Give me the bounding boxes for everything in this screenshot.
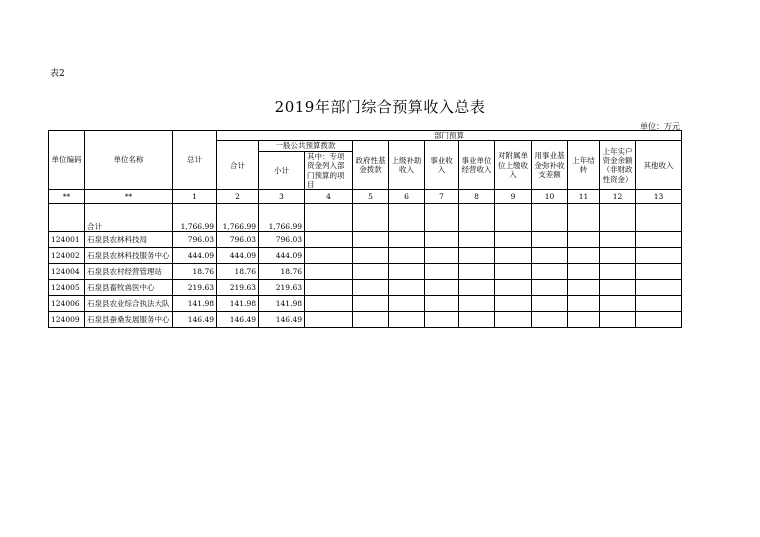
unit-sum: 141.98 (217, 296, 259, 312)
unit-subtotal: 444.09 (259, 248, 305, 264)
empty-cell (305, 264, 353, 280)
empty-cell (305, 204, 353, 232)
empty-cell (389, 280, 425, 296)
empty-cell (495, 264, 532, 280)
total-sum: 1,766.99 (217, 204, 259, 232)
empty-cell (636, 232, 682, 248)
empty-cell (532, 312, 568, 328)
empty-cell (459, 248, 495, 264)
empty-cell (636, 312, 682, 328)
empty-cell (495, 232, 532, 248)
budget-table (48, 130, 682, 328)
empty-cell (389, 296, 425, 312)
empty-cell (389, 312, 425, 328)
table-row (49, 296, 682, 312)
unit-subtotal: 18.76 (259, 264, 305, 280)
unit-total: 444.09 (173, 248, 217, 264)
unit-subtotal: 219.63 (259, 280, 305, 296)
table-row (49, 264, 682, 280)
empty-cell (495, 280, 532, 296)
unit-sum: 146.49 (217, 312, 259, 328)
table-row (49, 312, 682, 328)
empty-cell (425, 280, 459, 296)
empty-cell (305, 280, 353, 296)
empty-cell (459, 312, 495, 328)
total-row (49, 204, 682, 232)
index-cell: 2 (217, 190, 259, 204)
unit-label: 单位：万元 (640, 122, 680, 131)
empty-cell (49, 204, 85, 232)
index-cell: 11 (568, 190, 600, 204)
empty-cell (305, 232, 353, 248)
header-special: 其中：专项资金列入部门预算的项目 (305, 151, 353, 190)
empty-cell (353, 248, 389, 264)
empty-cell (532, 248, 568, 264)
index-row (49, 190, 682, 204)
empty-cell (389, 232, 425, 248)
empty-cell (425, 204, 459, 232)
unit-sum: 796.03 (217, 232, 259, 248)
empty-cell (568, 248, 600, 264)
total-value: 1,766.99 (173, 204, 217, 232)
index-cell: 8 (459, 190, 495, 204)
empty-cell (600, 312, 636, 328)
empty-cell (459, 204, 495, 232)
unit-sum: 444.09 (217, 248, 259, 264)
total-subtotal: 1,766.99 (259, 204, 305, 232)
empty-cell (600, 280, 636, 296)
unit-code: 124004 (49, 264, 85, 280)
header-carryover: 上年结转 (568, 141, 600, 190)
empty-cell (425, 264, 459, 280)
empty-cell (495, 248, 532, 264)
unit-name: 石泉县农林科技服务中心 (85, 248, 173, 264)
empty-cell (532, 296, 568, 312)
header-sum: 合计 (217, 141, 259, 190)
header-name: 单位名称 (85, 131, 173, 190)
total-label: 合计 (85, 204, 173, 232)
empty-cell (532, 280, 568, 296)
empty-cell (636, 204, 682, 232)
table-row (49, 232, 682, 248)
unit-code: 124002 (49, 248, 85, 264)
empty-cell (532, 204, 568, 232)
index-cell: 13 (636, 190, 682, 204)
header-fund-gap: 用事业基金弥补收支差额 (532, 141, 568, 190)
unit-name: 石泉县农村经营管理站 (85, 264, 173, 280)
header-general-public: 一般公共预算拨款 (259, 141, 353, 151)
unit-code: 124005 (49, 280, 85, 296)
empty-cell (305, 248, 353, 264)
empty-cell (425, 312, 459, 328)
index-cell: 3 (259, 190, 305, 204)
index-cell: 4 (305, 190, 353, 204)
empty-cell (459, 280, 495, 296)
table-label: 表2 (50, 69, 65, 79)
empty-cell (636, 248, 682, 264)
unit-total: 796.03 (173, 232, 217, 248)
empty-cell (568, 264, 600, 280)
empty-cell (459, 232, 495, 248)
unit-code: 124001 (49, 232, 85, 248)
unit-total: 146.49 (173, 312, 217, 328)
empty-cell (568, 204, 600, 232)
header-code: 单位编码 (49, 131, 85, 190)
empty-cell (425, 248, 459, 264)
empty-cell (568, 232, 600, 248)
empty-cell (600, 248, 636, 264)
index-cell: ** (85, 190, 173, 204)
header-business-income: 事业收入 (425, 141, 459, 190)
empty-cell (532, 232, 568, 248)
empty-cell (600, 296, 636, 312)
index-cell: 6 (389, 190, 425, 204)
empty-cell (568, 280, 600, 296)
empty-cell (600, 204, 636, 232)
header-subtotal: 小计 (259, 151, 305, 190)
index-cell: ** (49, 190, 85, 204)
index-cell: 1 (173, 190, 217, 204)
empty-cell (636, 296, 682, 312)
empty-cell (532, 264, 568, 280)
page-title: 2019年部门综合预算收入总表 (274, 98, 486, 116)
empty-cell (459, 296, 495, 312)
empty-cell (495, 204, 532, 232)
header-subsidiary-turnover: 对附属单位上缴收入 (495, 141, 532, 190)
unit-code: 124006 (49, 296, 85, 312)
header-unit-operating: 事业单位经营收入 (459, 141, 495, 190)
empty-cell (353, 232, 389, 248)
empty-cell (425, 232, 459, 248)
unit-name: 石泉县蚕桑发展服务中心 (85, 312, 173, 328)
unit-name: 石泉县畜牧兽医中心 (85, 280, 173, 296)
empty-cell (495, 312, 532, 328)
unit-sum: 18.76 (217, 264, 259, 280)
unit-name: 石泉县农林科技局 (85, 232, 173, 248)
header-total: 总计 (173, 131, 217, 190)
table-row (49, 280, 682, 296)
unit-subtotal: 141.98 (259, 296, 305, 312)
empty-cell (353, 296, 389, 312)
unit-total: 18.76 (173, 264, 217, 280)
index-cell: 7 (425, 190, 459, 204)
unit-subtotal: 146.49 (259, 312, 305, 328)
empty-cell (353, 280, 389, 296)
empty-cell (636, 280, 682, 296)
empty-cell (600, 264, 636, 280)
empty-cell (389, 204, 425, 232)
index-cell: 10 (532, 190, 568, 204)
unit-total: 219.63 (173, 280, 217, 296)
unit-sum: 219.63 (217, 280, 259, 296)
header-upper-subsidy: 上级补助收入 (389, 141, 425, 190)
unit-total: 141.98 (173, 296, 217, 312)
header-other-income: 其他收入 (636, 141, 682, 190)
empty-cell (389, 264, 425, 280)
empty-cell (425, 296, 459, 312)
table-row (49, 248, 682, 264)
empty-cell (459, 264, 495, 280)
empty-cell (353, 264, 389, 280)
unit-name: 石泉县农业综合执法大队 (85, 296, 173, 312)
empty-cell (353, 312, 389, 328)
index-cell: 12 (600, 190, 636, 204)
header-dept-budget: 部门预算 (217, 131, 682, 141)
empty-cell (636, 264, 682, 280)
empty-cell (353, 204, 389, 232)
index-cell: 9 (495, 190, 532, 204)
empty-cell (305, 312, 353, 328)
empty-cell (305, 296, 353, 312)
empty-cell (568, 312, 600, 328)
header-gov-fund: 政府性基金拨款 (353, 141, 389, 190)
unit-code: 124009 (49, 312, 85, 328)
empty-cell (495, 296, 532, 312)
unit-subtotal: 796.03 (259, 232, 305, 248)
index-cell: 5 (353, 190, 389, 204)
empty-cell (568, 296, 600, 312)
header-prior-balance: 上年实户资金余额（非财政性资金） (600, 141, 636, 190)
empty-cell (600, 232, 636, 248)
empty-cell (389, 248, 425, 264)
